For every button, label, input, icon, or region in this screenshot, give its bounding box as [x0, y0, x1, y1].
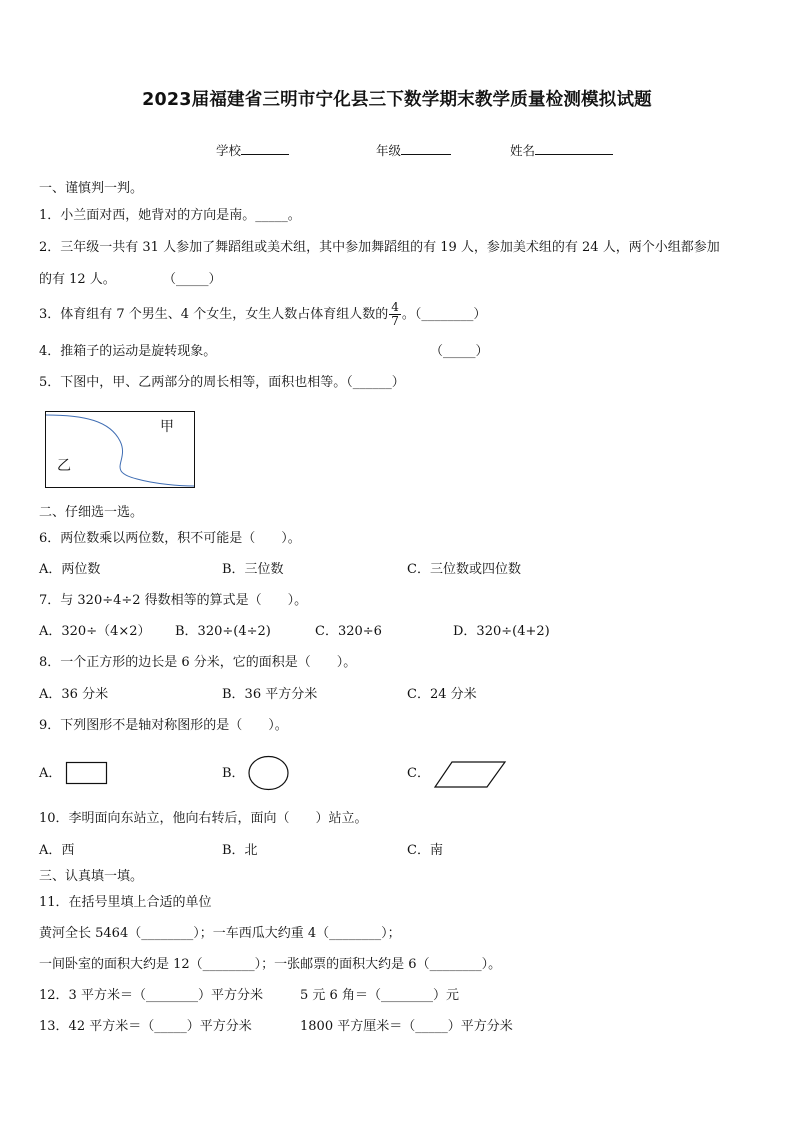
question-7: 7．与 320÷4÷2 得数相等的算式是（ ）。	[39, 593, 308, 608]
question-9-option-b[interactable]: B．	[222, 766, 245, 781]
question-11-line1: 黄河全长 5464（________）；一车西瓜大约重 4（________）；	[39, 926, 401, 941]
question-8: 8．一个正方形的边长是 6 分米，它的面积是（ ）。	[39, 655, 357, 670]
parallelogram-shape-icon	[434, 761, 506, 788]
page-title: 2023届福建省三明市宁化县三下数学期末教学质量检测模拟试题	[142, 90, 652, 110]
question-6-option-a[interactable]: A．两位数	[39, 562, 101, 577]
question-3	[39, 299, 486, 331]
question-9-option-a[interactable]: A．	[39, 766, 62, 781]
school-field[interactable]	[216, 141, 289, 159]
name-label: 姓名	[510, 143, 536, 158]
question-13-part-a: 13．42 平方米＝（_____）平方分米	[39, 1019, 252, 1034]
figure-label-yi: 乙	[57, 458, 71, 474]
question-8-option-b[interactable]: B．36 平方分米	[222, 687, 318, 702]
question-5: 5．下图中，甲、乙两部分的周长相等，面积也相等。（______）	[39, 375, 405, 390]
fraction-numerator: 4	[391, 300, 399, 314]
question-9: 9．下列图形不是轴对称图形的是（ ）。	[39, 718, 288, 733]
section2-heading: 二、仔细选一选。	[39, 505, 144, 520]
question-4: 4．推箱子的运动是旋转现象。	[39, 344, 217, 359]
school-blank[interactable]	[241, 142, 289, 155]
question-10-option-b[interactable]: B．北	[222, 843, 258, 858]
question-6-option-c[interactable]: C．三位数或四位数	[407, 562, 521, 577]
fraction-denominator: 7	[391, 314, 399, 328]
question-8-option-c[interactable]: C．24 分米	[407, 687, 477, 702]
rectangle-shape-icon	[66, 762, 107, 784]
question-3-answer: 。（________）	[401, 307, 487, 322]
grade-blank[interactable]	[401, 142, 451, 155]
school-label: 学校	[216, 143, 242, 158]
question-8-option-a[interactable]: A．36 分米	[39, 687, 109, 702]
circle-shape-icon	[248, 755, 289, 791]
name-field[interactable]	[510, 141, 613, 159]
grade-label: 年级	[376, 143, 402, 158]
question-9-option-c[interactable]: C．	[407, 766, 430, 781]
question-11-line2: 一间卧室的面积大约是 12（________）；一张邮票的面积大约是 6（________）。	[39, 957, 502, 972]
fraction	[389, 301, 401, 328]
question-2-line1: 2．三年级一共有 31 人参加了舞蹈组或美术组，其中参加舞蹈组的有 19 人，参加美术组的有 24 人，两个小组都参加	[39, 240, 720, 255]
section3-heading: 三、认真填一填。	[39, 869, 144, 884]
name-blank[interactable]	[535, 142, 613, 155]
question-7-option-b[interactable]: B．320÷(4÷2)	[175, 624, 271, 639]
question-4-answer-blank[interactable]: （_____）	[430, 344, 489, 359]
question-7-option-d[interactable]: D．320÷(4+2)	[453, 624, 550, 639]
question-10-option-a[interactable]: A．西	[39, 843, 75, 858]
question-2-answer-blank[interactable]: （_____）	[163, 272, 222, 287]
question-12-part-a: 12．3 平方米＝（________）平方分米	[39, 988, 263, 1003]
question-12-part-b: 5 元 6 角＝（________）元	[300, 988, 459, 1003]
question-11: 11．在括号里填上合适的单位	[39, 895, 212, 910]
question-10: 10．李明面向东站立，他向右转后，面向（ ）站立。	[39, 811, 368, 826]
question-6: 6．两位数乘以两位数，积不可能是（ ）。	[39, 531, 301, 546]
question-7-option-a[interactable]: A．320÷（4×2）	[39, 624, 151, 639]
question-7-option-c[interactable]: C．320÷6	[315, 624, 382, 639]
question-6-option-b[interactable]: B．三位数	[222, 562, 284, 577]
question-13-part-b: 1800 平方厘米＝（_____）平方分米	[300, 1019, 513, 1034]
question-3-text: 3．体育组有 7 个男生、4 个女生，女生人数占体育组人数的	[39, 307, 389, 322]
question-10-option-c[interactable]: C．南	[407, 843, 443, 858]
question-5-figure	[45, 411, 195, 488]
section1-heading: 一、谨慎判一判。	[39, 181, 144, 196]
question-1: 1．小兰面对西，她背对的方向是南。_____。	[39, 208, 301, 223]
question-2-line2: 的有 12 人。	[39, 272, 116, 287]
figure-label-jia: 甲	[160, 419, 174, 435]
grade-field[interactable]	[376, 141, 451, 159]
